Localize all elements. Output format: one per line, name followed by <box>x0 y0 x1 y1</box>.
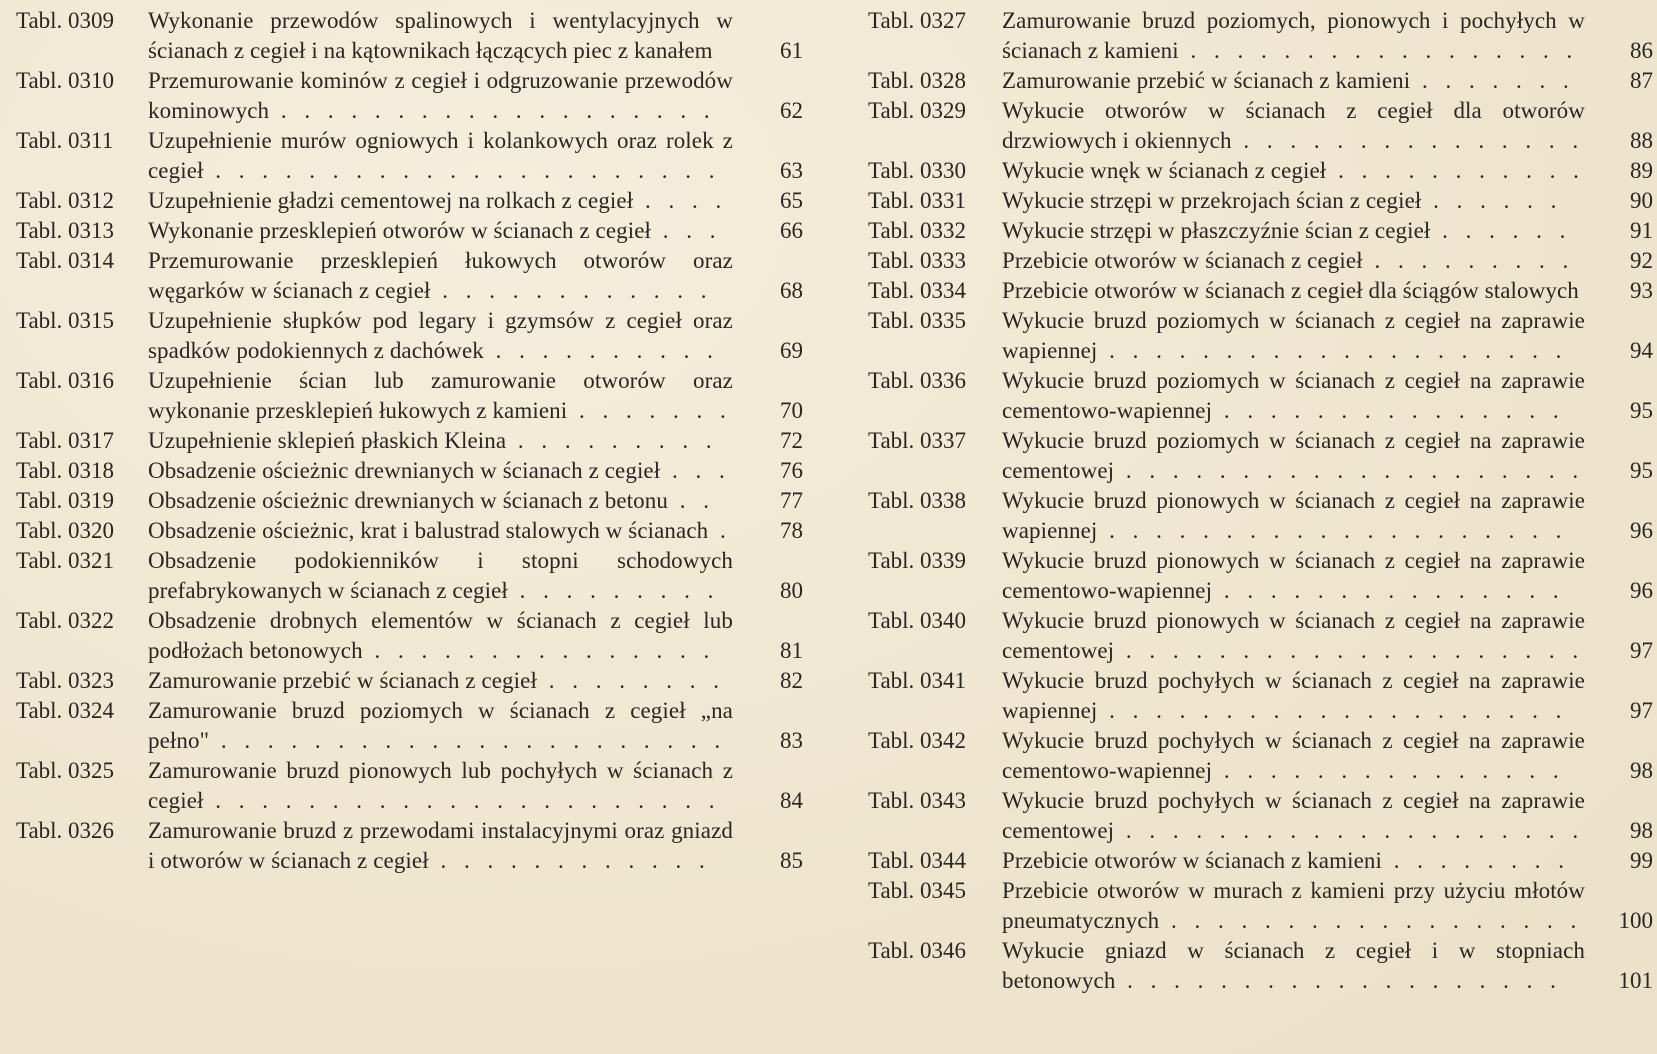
toc-entry-label: Tabl. 0331 <box>868 188 967 213</box>
toc-entry-label: Tabl. 0338 <box>868 488 967 513</box>
toc-entry-title <box>148 426 733 456</box>
toc-entry-title-text: Zamurowanie bruzd poziomych, pionowych i pochyłych w ścianach z kamieni <box>1002 8 1585 63</box>
dot-leader: . . . . . . . . . . . . . . . <box>1212 578 1565 603</box>
toc-entry-title <box>1002 66 1585 96</box>
toc-entry-label: Tabl. 0333 <box>868 248 967 273</box>
toc-entry-title-text: Obsadzenie ościeżnic drewnianych w ścianach z cegieł <box>148 458 661 483</box>
toc-entry <box>16 456 816 486</box>
dot-leader: . . . . . . <box>1421 188 1563 213</box>
toc-entry <box>16 606 816 666</box>
dot-leader: . . . . . . . . . . . . . . . . . . . . <box>1114 458 1585 483</box>
toc-entry <box>16 366 816 426</box>
toc-entry-title-text: Wykucie bruzd pionowych w ścianach z cegieł na zaprawie cementowej <box>1002 608 1585 663</box>
toc-entry <box>16 66 816 126</box>
toc-entry <box>868 486 1653 546</box>
toc-entry-title <box>148 246 733 306</box>
toc-entry-title <box>148 6 733 66</box>
toc-entry-page-number: 94 <box>1630 338 1653 363</box>
toc-entry-label: Tabl. 0318 <box>16 458 115 483</box>
toc-entry <box>16 486 816 516</box>
toc-entry <box>868 186 1653 216</box>
dot-leader: . . . . . . . . . <box>1362 248 1575 273</box>
toc-entry <box>868 276 1653 306</box>
toc-entry-page-number: 84 <box>780 788 803 813</box>
toc-entry-page-number: 92 <box>1630 248 1653 273</box>
toc-entry-title <box>148 216 733 246</box>
toc-entry-label: Tabl. 0327 <box>868 8 967 33</box>
dot-leader: . . . . . . . . . . . . . . . <box>362 638 716 663</box>
toc-entry-page-number: 85 <box>780 848 803 873</box>
dot-leader: . . . . . . . . . . <box>483 338 719 363</box>
toc-entry <box>868 246 1653 276</box>
toc-entry-title-text: Zamurowanie bruzd pionowych lub pochyłych w ścianach z cegieł <box>148 758 733 813</box>
dot-leader: . . . . . . . <box>567 398 732 423</box>
dot-leader: . . . . . . . . . . . . <box>428 848 711 873</box>
toc-entry-title-text: Wykucie bruzd pionowych w ścianach z cegieł na zaprawie cementowo-wapiennej <box>1002 548 1585 603</box>
toc-entry-title <box>1002 96 1585 156</box>
toc-entry-page-number: 68 <box>780 278 803 303</box>
toc-entry-title-text: Obsadzenie drobnych elementów w ścianach z cegieł lub podłożach betonowych <box>148 608 733 663</box>
toc-entry-title <box>148 306 733 366</box>
toc-entry-label: Tabl. 0328 <box>868 68 967 93</box>
toc-entry-page-number: 93 <box>1630 278 1653 303</box>
toc-entry-title <box>1002 876 1585 936</box>
toc-entry-label: Tabl. 0342 <box>868 728 967 753</box>
dot-leader: . . . . . . . . . . . . . . . . . . . . <box>1097 338 1568 363</box>
toc-entry-page-number: 83 <box>780 728 803 753</box>
toc-entry-title <box>148 366 733 426</box>
toc-entry-title-text: Obsadzenie ościeżnic drewnianych w ścianach z betonu <box>148 488 668 513</box>
dot-leader: . . . . . . . . . . . . . . . . . . <box>1159 908 1583 933</box>
toc-entry-title-text: Wykucie wnęk w ścianach z cegieł <box>1002 158 1327 183</box>
toc-entry <box>16 426 816 456</box>
toc-entry-label: Tabl. 0316 <box>16 368 115 393</box>
toc-entry-title-text: Wykucie bruzd pochyłych w ścianach z cegieł na zaprawie cementowo-wapiennej <box>1002 728 1585 783</box>
toc-entry-title <box>148 546 733 606</box>
toc-entry-label: Tabl. 0320 <box>16 518 115 543</box>
toc-entry-title <box>1002 246 1585 276</box>
toc-entry-page-number: 80 <box>780 578 803 603</box>
toc-entry-label: Tabl. 0312 <box>16 188 115 213</box>
toc-entry <box>868 936 1653 996</box>
toc-entry <box>16 6 816 66</box>
dot-leader: . . . . . . . . . . . . . . . . . . . . <box>1114 638 1585 663</box>
toc-entry-title <box>1002 366 1585 426</box>
dot-leader: . . . . . . . <box>1410 68 1575 93</box>
toc-entry-title-text: Przebicie otworów w murach z kamieni przy użyciu młotów pneumatycznych <box>1002 878 1585 933</box>
toc-entry-title-text: Wykonanie przewodów spalinowych i wentylacyjnych w ścianach z cegieł i na kątownikach łączących piec z kanałem <box>148 8 733 63</box>
toc-entry-label: Tabl. 0341 <box>868 668 967 693</box>
dot-leader: . . . . . . . . . <box>506 428 718 453</box>
toc-entry-title <box>148 696 733 756</box>
toc-entry-title <box>148 186 733 216</box>
toc-entry-title-text: Przebicie otworów w ścianach z cegieł <box>1002 248 1363 273</box>
dot-leader: . . . . . . . . . . . <box>1326 158 1585 183</box>
toc-entry-label: Tabl. 0346 <box>868 938 967 963</box>
toc-entry-label: Tabl. 0336 <box>868 368 967 393</box>
toc-entry-title <box>1002 726 1585 786</box>
toc-entry-title <box>148 126 733 186</box>
toc-entry-page-number: 97 <box>1630 698 1653 723</box>
toc-entry-title <box>148 486 733 516</box>
toc-entry-title <box>1002 216 1585 246</box>
toc-entry <box>868 666 1653 726</box>
toc-entry-label: Tabl. 0322 <box>16 608 115 633</box>
dot-leader: . . . . . . . . . . . . . . . . . . . . <box>1114 818 1585 843</box>
toc-entry-title-text: Uzupełnienie gładzi cementowej na rolkach z cegieł <box>148 188 634 213</box>
toc-entry-title-text: Uzupełnienie sklepień płaskich Kleina <box>148 428 507 453</box>
dot-leader: . . . . . . . . <box>1381 848 1570 873</box>
dot-leader: . . . . <box>633 188 728 213</box>
toc-entry-title <box>1002 6 1585 66</box>
toc-entry-page-number: 97 <box>1630 638 1653 663</box>
toc-entry-title <box>1002 846 1585 876</box>
dot-leader: . . . . . . . . . . . . . . . <box>1231 128 1585 153</box>
toc-entry-label: Tabl. 0343 <box>868 788 967 813</box>
toc-entry <box>16 516 816 546</box>
toc-entry-page-number: 89 <box>1630 158 1653 183</box>
toc-entry-label: Tabl. 0332 <box>868 218 967 243</box>
toc-entry <box>868 6 1653 66</box>
toc-entry-page-number: 66 <box>780 218 803 243</box>
toc-entry-title <box>1002 546 1585 606</box>
toc-entry-title <box>1002 666 1585 726</box>
toc-entry-page-number: 69 <box>780 338 803 363</box>
toc-entry-label: Tabl. 0345 <box>868 878 967 903</box>
toc-entry-label: Tabl. 0313 <box>16 218 115 243</box>
dot-leader: . . . . . . . . . . . . . . . <box>1212 398 1565 423</box>
toc-entry-page-number: 99 <box>1630 848 1653 873</box>
toc-entry <box>868 96 1653 156</box>
toc-entry-title <box>1002 186 1585 216</box>
dot-leader: . . . . . . . . . . . . . . . . . . . . <box>1097 518 1568 543</box>
toc-entry-title <box>1002 426 1585 486</box>
toc-entry-title-text: Przebicie otworów w ścianach z cegieł dla ściągów stalowych <box>1002 278 1579 303</box>
toc-entry-title-text: Wykucie bruzd poziomych w ścianach z cegieł na zaprawie wapiennej <box>1002 308 1585 363</box>
toc-entry-title-text: Wykonanie przesklepień otworów w ścianach z cegieł <box>148 218 652 243</box>
toc-entry-title <box>1002 276 1585 306</box>
dot-leader: . <box>708 518 732 543</box>
toc-entry-label: Tabl. 0314 <box>16 248 115 273</box>
dot-leader: . . . . . . . . . . . . . . . . . . . . . . <box>203 158 721 183</box>
toc-entry-label: Tabl. 0330 <box>868 158 967 183</box>
toc-entry <box>868 846 1653 876</box>
toc-entry <box>868 546 1653 606</box>
toc-entry-title-text: Obsadzenie ościeżnic, krat i balustrad stalowych w ścianach <box>148 518 709 543</box>
toc-entry-label: Tabl. 0319 <box>16 488 115 513</box>
toc-entry-title <box>1002 306 1585 366</box>
toc-entry-page-number: 98 <box>1630 758 1653 783</box>
toc-entry-label: Tabl. 0335 <box>868 308 967 333</box>
toc-entry <box>16 126 816 186</box>
toc-entry-label: Tabl. 0310 <box>16 68 115 93</box>
toc-entry-title-text: Uzupełnienie murów ogniowych i kolankowych oraz rolek z cegieł <box>148 128 733 183</box>
toc-entry-page-number: 88 <box>1630 128 1653 153</box>
toc-entry-page-number: 95 <box>1630 458 1653 483</box>
toc-entry-label: Tabl. 0315 <box>16 308 115 333</box>
toc-entry-page-number: 76 <box>780 458 803 483</box>
toc-entry-title <box>148 756 733 816</box>
dot-leader: . . . <box>651 218 722 243</box>
toc-entry-page-number: 87 <box>1630 68 1653 93</box>
toc-entry-title <box>1002 786 1585 846</box>
toc-entry-page-number: 95 <box>1630 398 1653 423</box>
toc-entry-label: Tabl. 0339 <box>868 548 967 573</box>
toc-entry-title-text: Wykucie bruzd pionowych w ścianach z cegieł na zaprawie wapiennej <box>1002 488 1585 543</box>
toc-entry <box>868 426 1653 486</box>
toc-entry-label: Tabl. 0321 <box>16 548 115 573</box>
dot-leader: . . . . . . . . . . . . . . . . . . . . . . <box>203 788 721 813</box>
toc-entry <box>16 546 816 606</box>
dot-leader: . . <box>667 488 715 513</box>
toc-entry-page-number: 72 <box>780 428 803 453</box>
toc-entry-page-number: 65 <box>780 188 803 213</box>
toc-entry-page-number: 61 <box>780 38 803 63</box>
toc-entry <box>16 246 816 306</box>
toc-entry-label: Tabl. 0329 <box>868 98 967 123</box>
toc-entry <box>868 66 1653 96</box>
dot-leader: . . . . . . . . . <box>507 578 720 603</box>
toc-entry-label: Tabl. 0324 <box>16 698 115 723</box>
toc-entry-page-number: 63 <box>780 158 803 183</box>
toc-entry-title <box>1002 486 1585 546</box>
toc-entry <box>16 666 816 696</box>
toc-entry-title-text: Przemurowanie przesklepień łukowych otworów oraz węgarków w ścianach z cegieł <box>148 248 733 303</box>
toc-column-left <box>16 6 816 876</box>
toc-entry <box>868 216 1653 246</box>
toc-entry-title <box>1002 606 1585 666</box>
toc-entry-page-number: 81 <box>780 638 803 663</box>
toc-entry <box>868 876 1653 936</box>
toc-entry-title <box>148 666 733 696</box>
toc-entry-title-text: Uzupełnienie ścian lub zamurowanie otworów oraz wykonanie przesklepień łukowych z kamieni <box>148 368 733 423</box>
toc-entry <box>16 696 816 756</box>
toc-entry <box>868 786 1653 846</box>
toc-entry-title-text: Wykucie bruzd pochyłych w ścianach z cegieł na zaprawie wapiennej <box>1002 668 1585 723</box>
toc-entry <box>868 306 1653 366</box>
toc-entry-title-text: Zamurowanie przebić w ścianach z kamieni <box>1002 68 1411 93</box>
toc-entry-page-number: 70 <box>780 398 803 423</box>
toc-entry-label: Tabl. 0334 <box>868 278 967 303</box>
toc-entry-page-number: 78 <box>780 518 803 543</box>
toc-entry-title-text: Wykucie strzępi w płaszczyźnie ścian z cegieł <box>1002 218 1431 243</box>
toc-entry <box>16 756 816 816</box>
toc-entry-title-text: Zamurowanie bruzd poziomych w ścianach z cegieł „na pełno" <box>148 698 733 753</box>
toc-entry-label: Tabl. 0311 <box>16 128 114 153</box>
toc-column-right <box>868 6 1653 996</box>
toc-entry-title <box>148 66 733 126</box>
toc-entry <box>16 306 816 366</box>
toc-entry <box>868 606 1653 666</box>
toc-entry-label: Tabl. 0344 <box>868 848 967 873</box>
dot-leader: . . . . . . . . . . . . . . . . . . . . . . <box>209 728 727 753</box>
toc-entry-page-number: 96 <box>1630 518 1653 543</box>
toc-entry-title-text: Obsadzenie podokienników i stopni schodowych prefabrykowanych w ścianach z cegieł <box>148 548 733 603</box>
dot-leader: . . . . . . . . . . . . . . . . . . . . <box>1097 698 1568 723</box>
dot-leader: . . . . . . <box>1430 218 1572 243</box>
toc-entry-page-number: 86 <box>1630 38 1653 63</box>
dot-leader: . . . . . . . . . . . . . . . . . . . <box>269 98 716 123</box>
toc-entry-title-text: Wykucie bruzd pochyłych w ścianach z cegieł na zaprawie cementowej <box>1002 788 1585 843</box>
toc-entry-title-text: Uzupełnienie słupków pod legary i gzymsów z cegieł oraz spadków podokiennych z dachówek <box>148 308 733 363</box>
toc-entry-page-number: 98 <box>1630 818 1653 843</box>
toc-entry-page-number: 82 <box>780 668 803 693</box>
toc-entry-title <box>148 606 733 666</box>
toc-entry <box>16 216 816 246</box>
dot-leader: . . . . . . . . . . . . . . . <box>1212 758 1565 783</box>
toc-entry <box>16 186 816 216</box>
toc-entry-title <box>148 816 733 876</box>
dot-leader: . . . . . . . . . . . . <box>430 278 713 303</box>
toc-entry-title <box>148 456 733 486</box>
toc-entry-page-number: 77 <box>780 488 803 513</box>
toc-entry-label: Tabl. 0309 <box>16 8 115 33</box>
toc-entry-title-text: Wykucie otworów w ścianach z cegieł dla otworów drzwiowych i okiennych <box>1002 98 1585 153</box>
toc-entry-label: Tabl. 0323 <box>16 668 115 693</box>
toc-entry-label: Tabl. 0326 <box>16 818 115 843</box>
toc-entry-title-text: Zamurowanie bruzd z przewodami instalacyjnymi oraz gniazd i otworów w ścianach z cegieł <box>148 818 733 873</box>
toc-entry-title-text: Wykucie gniazd w ścianach z cegieł i w stopniach betonowych <box>1002 938 1585 993</box>
toc-entry-page-number: 101 <box>1618 968 1653 993</box>
toc-entry <box>16 816 816 876</box>
toc-entry-title-text: Wykucie bruzd poziomych w ścianach z cegieł na zaprawie cementowej <box>1002 428 1585 483</box>
toc-entry-page-number: 62 <box>780 98 803 123</box>
toc-entry-title <box>1002 936 1585 996</box>
toc-entry-label: Tabl. 0337 <box>868 428 967 453</box>
toc-entry-title-text: Wykucie strzępi w przekrojach ścian z cegieł <box>1002 188 1422 213</box>
toc-entry-title <box>148 516 733 546</box>
toc-entry-title-text: Przebicie otworów w ścianach z kamieni <box>1002 848 1382 873</box>
toc-entry-label: Tabl. 0317 <box>16 428 115 453</box>
toc-entry <box>868 156 1653 186</box>
dot-leader: . . . . . . . . <box>536 668 725 693</box>
toc-entry <box>868 726 1653 786</box>
toc-entry <box>868 366 1653 426</box>
toc-entry-page-number: 100 <box>1618 908 1653 933</box>
toc-entry-title-text: Przemurowanie kominów z cegieł i odgruzowanie przewodów kominowych <box>148 68 733 123</box>
toc-entry-page-number: 96 <box>1630 578 1653 603</box>
toc-entry-page-number: 91 <box>1630 218 1653 243</box>
toc-entry-label: Tabl. 0325 <box>16 758 115 783</box>
dot-leader: . . . . . . . . . . . . . . . . . . . <box>1115 968 1562 993</box>
toc-entry-title-text: Wykucie bruzd poziomych w ścianach z cegieł na zaprawie cementowo-wapiennej <box>1002 368 1585 423</box>
toc-entry-title-text: Zamurowanie przebić w ścianach z cegieł <box>148 668 537 693</box>
dot-leader: . . . <box>660 458 731 483</box>
toc-entry-page-number: 90 <box>1630 188 1653 213</box>
dot-leader: . . . . . . . . . . . . . . . . . <box>1178 38 1579 63</box>
toc-entry-title <box>1002 156 1585 186</box>
toc-entry-label: Tabl. 0340 <box>868 608 967 633</box>
